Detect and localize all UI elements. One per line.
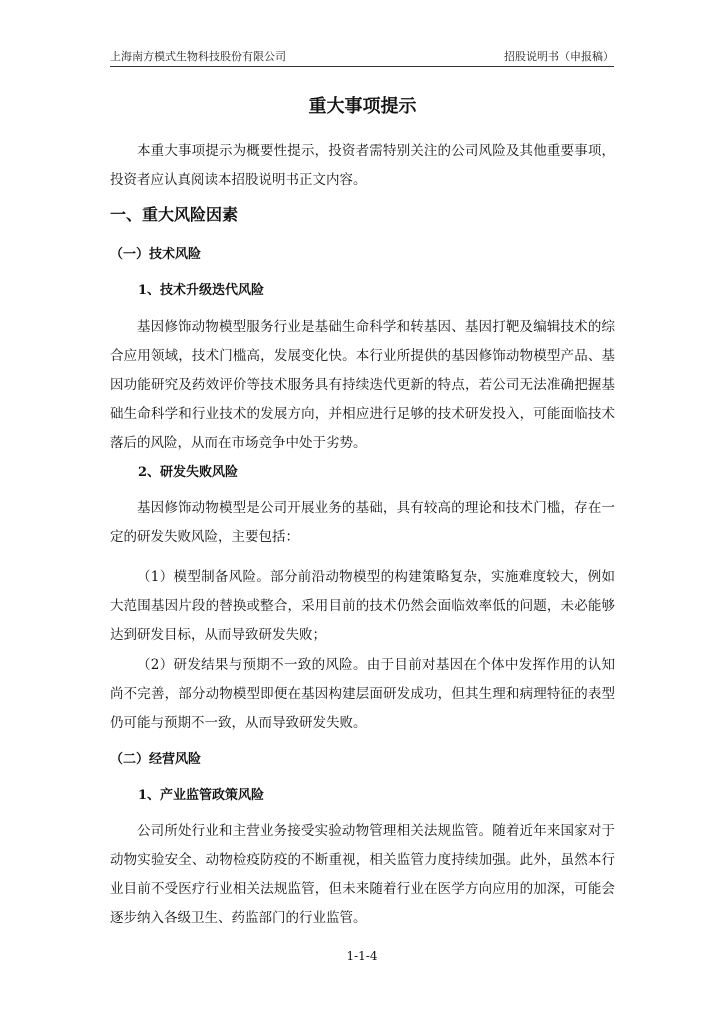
paragraph-tech-upgrade: 基因修饰动物模型服务行业是基础生命科学和转基因、基因打靶及编辑技术的综合应用领域，技术门槛高，发展变化快。本行业所提供的基因修饰动物模型产品、基因功能研究及药效评价等技术服务具有持续迭代更新的特点，若公司无法准确把握基础生命科学和行业技术的发展方向，并相应进行足够的技术研发投入，可能面临技术落后的风险，从而在市场竞争中处于劣势。: [110, 319, 615, 451]
header-company: 上海南方模式生物科技股份有限公司: [110, 50, 286, 63]
paragraph-result-mismatch-risk: （2）研发结果与预期不一致的风险。由于目前对基因在个体中发挥作用的认知尚不完善，部分动物模型即便在基因构建层面研发成功，但其生理和病理特征的表型仍可能与预期不一致，从而导致研发失败。: [110, 657, 615, 731]
paragraph-model-prep-risk: （1）模型制备风险。部分前沿动物模型的构建策略复杂，实施难度较大，例如大范围基因片段的替换或整合，采用目前的技术仍然会面临效率低的问题，未必能够达到研发目标，从而导致研发失败；: [110, 569, 615, 643]
paragraph-rd-failure: 基因修饰动物模型是公司开展业务的基础，具有较高的理论和技术门槛，存在一定的研发失败风险，主要包括：: [110, 500, 615, 545]
paragraph-regulatory-policy: 公司所处行业和主营业务接受实验动物管理相关法规监管。随着近年来国家对于动物实验安全、动物检疫防疫的不断重视，相关监管力度持续加强。此外，虽然本行业目前不受医疗行业相关法规监管，但未来随着行业在医学方向应用的加深，可能会逐步纳入各级卫生、药监部门的行业监管。: [110, 823, 615, 926]
subsection-heading-tech-risk: （一）技术风险: [110, 247, 202, 262]
intro-paragraph: 本重大事项提示为概要性提示，投资者需特别关注的公司风险及其他重要事项，投资者应认真阅读本招股说明书正文内容。: [110, 143, 615, 188]
item-heading-regulatory-policy: 1、产业监管政策风险: [138, 788, 265, 803]
header-doc-type: 招股说明书（申报稿）: [504, 50, 614, 63]
section-heading-risk-factors: 一、重大风险因素: [110, 205, 239, 224]
header-rule: [110, 66, 614, 67]
page-title: 重大事项提示: [308, 96, 417, 117]
subsection-heading-operation-risk: （二）经营风险: [110, 752, 202, 767]
item-heading-rd-failure: 2、研发失败风险: [138, 465, 239, 480]
item-heading-tech-upgrade: 1、技术升级迭代风险: [138, 283, 265, 298]
page-header: [110, 50, 614, 68]
page-number: 1-1-4: [346, 949, 378, 963]
